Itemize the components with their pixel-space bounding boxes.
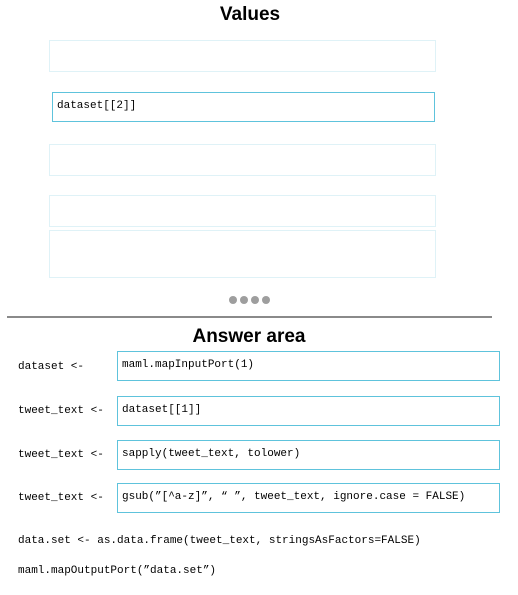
value-slot[interactable] (49, 40, 436, 72)
answer-value: dataset[[1]] (122, 404, 202, 416)
answer-drop-target[interactable] (117, 396, 500, 426)
value-option-dataset-2[interactable] (52, 92, 435, 122)
resize-handle-dots[interactable] (0, 296, 498, 304)
values-title: Values (219, 4, 281, 25)
code-line: maml.mapOutputPort(”data.set”) (18, 565, 217, 577)
value-slot-text: dataset[[2]] (57, 100, 137, 112)
answer-value: sapply(tweet_text, tolower) (122, 448, 301, 460)
answer-row-label: tweet_text <- (18, 492, 104, 504)
dot-icon (251, 296, 259, 304)
section-divider (7, 316, 492, 318)
answer-row-label: dataset <- (18, 361, 85, 373)
answer-drop-target[interactable] (117, 483, 500, 513)
answer-area-title: Answer area (192, 326, 306, 347)
dot-icon (229, 296, 237, 304)
answer-drop-target[interactable] (117, 351, 500, 381)
answer-row-label: tweet_text <- (18, 449, 104, 461)
dot-icon (240, 296, 248, 304)
answer-drop-target[interactable] (117, 440, 500, 470)
value-slot[interactable] (49, 230, 436, 278)
dot-icon (262, 296, 270, 304)
value-slot[interactable] (49, 144, 436, 176)
answer-value: gsub(”[^a-z]”, “ ”, tweet_text, ignore.case = FALSE) (122, 491, 466, 503)
answer-value: maml.mapInputPort(1) (122, 359, 255, 371)
value-slot[interactable] (49, 195, 436, 227)
answer-row-label: tweet_text <- (18, 405, 104, 417)
code-line: data.set <- as.data.frame(tweet_text, stringsAsFactors=FALSE) (18, 535, 421, 547)
